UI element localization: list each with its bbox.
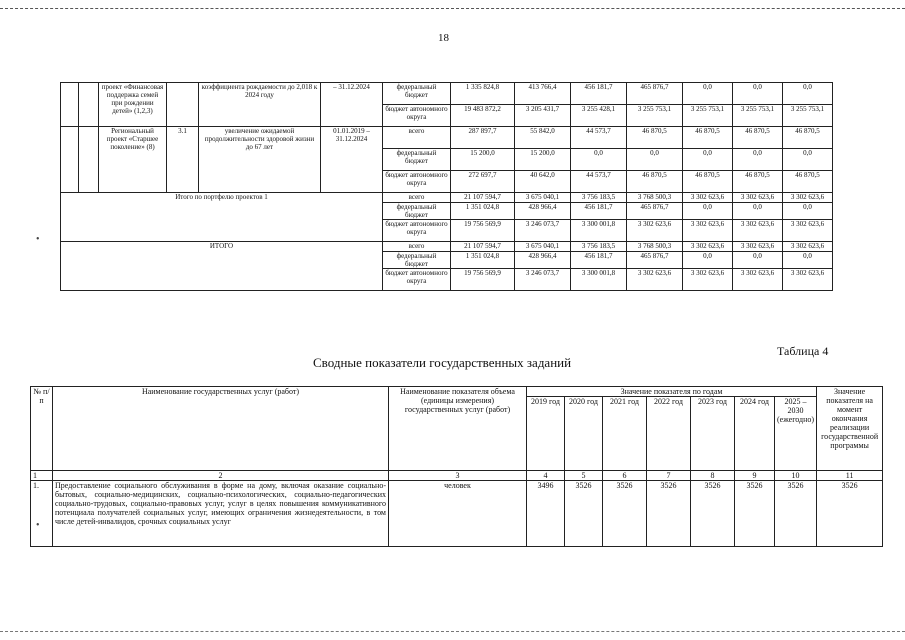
amount-cell: 413 766,4 [515, 83, 571, 105]
header-year: 2024 год [735, 397, 775, 471]
amount-cell: 1 351 024,8 [451, 252, 515, 269]
value-2022: 3526 [647, 481, 691, 547]
amount-cell: 15 200,0 [515, 149, 571, 171]
amount-cell: 19 756 569,9 [451, 269, 515, 291]
funding-source: всего [383, 127, 451, 149]
total-label: ИТОГО [61, 242, 383, 291]
blank-cell [61, 127, 79, 193]
amount-cell: 3 300 001,8 [571, 269, 627, 291]
amount-cell: 3 302 623,6 [683, 193, 733, 203]
value-2023: 3526 [691, 481, 735, 547]
column-number: 8 [691, 471, 735, 481]
amount-cell: 465 876,7 [627, 83, 683, 105]
amount-cell: 1 335 824,8 [451, 83, 515, 105]
amount-cell: 19 483 872,2 [451, 105, 515, 127]
amount-cell: 0,0 [783, 203, 833, 220]
amount-cell: 3 255 428,1 [571, 105, 627, 127]
column-number: 1 [31, 471, 53, 481]
header-year: 2021 год [603, 397, 647, 471]
value-2025-2030: 3526 [775, 481, 817, 547]
amount-cell: 15 200,0 [451, 149, 515, 171]
amount-cell: 0,0 [733, 83, 783, 105]
amount-cell: 3 756 183,5 [571, 193, 627, 203]
header-year: 2022 год [647, 397, 691, 471]
amount-cell: 428 966,4 [515, 252, 571, 269]
funding-source: федеральный бюджет [383, 83, 451, 105]
amount-cell: 0,0 [683, 252, 733, 269]
state-tasks-table [30, 386, 883, 547]
amount-cell: 0,0 [783, 83, 833, 105]
amount-cell: 456 181,7 [571, 203, 627, 220]
amount-cell: 3 302 623,6 [733, 220, 783, 242]
funding-source: бюджет автономного округа [383, 269, 451, 291]
value-2024: 3526 [735, 481, 775, 547]
period: – 31.12.2024 [321, 83, 383, 127]
value-2020: 3526 [565, 481, 603, 547]
amount-cell: 55 842,0 [515, 127, 571, 149]
amount-cell: 3 302 623,6 [683, 220, 733, 242]
column-number: 7 [647, 471, 691, 481]
funding-source: федеральный бюджет [383, 252, 451, 269]
header-num: № п/ п [31, 387, 53, 471]
amount-cell: 3 255 753,1 [627, 105, 683, 127]
amount-cell: 3 768 500,3 [627, 193, 683, 203]
project-number: 3.1 [167, 127, 199, 193]
header-year: 2020 год [565, 397, 603, 471]
amount-cell: 46 870,5 [733, 127, 783, 149]
column-number: 4 [527, 471, 565, 481]
amount-cell: 0,0 [683, 149, 733, 171]
period: 01.01.2019 – 31.12.2024 [321, 127, 383, 193]
page-number: 18 [438, 32, 449, 44]
margin-mark: • [36, 520, 40, 531]
amount-cell: 44 573,7 [571, 127, 627, 149]
table-title: Сводные показатели государственных заданий [313, 355, 572, 370]
value-2021: 3526 [603, 481, 647, 547]
column-number: 9 [735, 471, 775, 481]
amount-cell: 3 246 073,7 [515, 220, 571, 242]
amount-cell: 0,0 [733, 149, 783, 171]
amount-cell: 3 302 623,6 [733, 193, 783, 203]
value-final: 3526 [817, 481, 883, 547]
column-number: 5 [565, 471, 603, 481]
amount-cell: 46 870,5 [683, 171, 733, 193]
header-year: 2019 год [527, 397, 565, 471]
amount-cell: 3 302 623,6 [783, 220, 833, 242]
indicator-name: увеличение ожидаемой продолжительности здоровой жизни до 67 лет [199, 127, 321, 193]
column-number: 11 [817, 471, 883, 481]
unit-name: человек [389, 481, 527, 547]
amount-cell: 21 107 594,7 [451, 193, 515, 203]
value-2019: 3496 [527, 481, 565, 547]
header-year: 2023 год [691, 397, 735, 471]
amount-cell: 3 205 431,7 [515, 105, 571, 127]
header-final: Значение показателя на момент окончания реализации государственной программы [817, 387, 883, 471]
amount-cell: 21 107 594,7 [451, 242, 515, 252]
header-year: 2025 – 2030 (ежегодно) [775, 397, 817, 471]
amount-cell: 0,0 [683, 83, 733, 105]
header-by-years: Значение показателя по годам [527, 387, 817, 397]
amount-cell: 3 246 073,7 [515, 269, 571, 291]
financing-table [60, 82, 869, 291]
amount-cell: 465 876,7 [627, 203, 683, 220]
column-number: 10 [775, 471, 817, 481]
funding-source: бюджет автономного округа [383, 220, 451, 242]
blank-cell [79, 127, 99, 193]
funding-source: всего [383, 242, 451, 252]
amount-cell: 0,0 [627, 149, 683, 171]
amount-cell: 46 870,5 [683, 127, 733, 149]
amount-cell: 287 897,7 [451, 127, 515, 149]
amount-cell: 3 302 623,6 [627, 269, 683, 291]
amount-cell: 3 302 623,6 [733, 242, 783, 252]
service-name: Предоставление социального обслуживания в форме на дому, включая оказание социально-бытовых, социально-медицинских, социально-психологических, социально-педагогических социально-трудовых, социально-правовых услуг, услуг в целях повышения коммуникативного потенциала получателей социальных услуг, имеющих ограничения жизнедеятельности, в том числе детей-инвалидов, срочных социальных услуг [53, 481, 389, 547]
total-label: Итого по портфелю проектов 1 [61, 193, 383, 242]
funding-source: федеральный бюджет [383, 149, 451, 171]
amount-cell: 46 870,5 [627, 127, 683, 149]
amount-cell: 0,0 [733, 203, 783, 220]
funding-source: бюджет автономного округа [383, 105, 451, 127]
amount-cell: 456 181,7 [571, 83, 627, 105]
amount-cell: 3 302 623,6 [683, 269, 733, 291]
amount-cell: 3 255 753,1 [683, 105, 733, 127]
row-num: 1. [31, 481, 53, 547]
amount-cell: 465 876,7 [627, 252, 683, 269]
amount-cell: 3 302 623,6 [733, 269, 783, 291]
amount-cell: 3 302 623,6 [683, 242, 733, 252]
blank-cell [61, 83, 79, 127]
amount-cell: 3 302 623,6 [783, 269, 833, 291]
amount-cell: 3 675 040,1 [515, 193, 571, 203]
amount-cell: 0,0 [783, 252, 833, 269]
page-top-edge [0, 8, 905, 9]
funding-source: бюджет автономного округа [383, 171, 451, 193]
project-name: проект «Финансовая поддержка семей при рождении детей» (1,2,3) [99, 83, 167, 127]
amount-cell: 0,0 [683, 203, 733, 220]
amount-cell: 3 756 183,5 [571, 242, 627, 252]
amount-cell: 3 302 623,6 [627, 220, 683, 242]
funding-source: всего [383, 193, 451, 203]
funding-source: федеральный бюджет [383, 203, 451, 220]
project-number [167, 83, 199, 127]
column-number: 3 [389, 471, 527, 481]
table-label: Таблица 4 [777, 344, 829, 358]
amount-cell: 3 302 623,6 [783, 193, 833, 203]
amount-cell: 19 756 569,9 [451, 220, 515, 242]
amount-cell: 46 870,5 [627, 171, 683, 193]
margin-mark: • [36, 234, 40, 245]
header-service: Наименование государственных услуг (работ) [53, 387, 389, 471]
amount-cell: 3 255 753,1 [733, 105, 783, 127]
amount-cell: 0,0 [733, 252, 783, 269]
amount-cell: 272 697,7 [451, 171, 515, 193]
blank-cell [79, 83, 99, 127]
amount-cell: 0,0 [783, 149, 833, 171]
page-bottom-edge [0, 631, 905, 632]
amount-cell: 40 642,0 [515, 171, 571, 193]
amount-cell: 428 966,4 [515, 203, 571, 220]
amount-cell: 3 675 040,1 [515, 242, 571, 252]
amount-cell: 3 300 001,8 [571, 220, 627, 242]
indicator-name: коэффициента рождаемости до 2,018 к 2024 году [199, 83, 321, 127]
project-name: Региональный проект «Старшее поколение» (8) [99, 127, 167, 193]
amount-cell: 46 870,5 [783, 127, 833, 149]
amount-cell: 3 302 623,6 [783, 242, 833, 252]
column-number: 2 [53, 471, 389, 481]
header-unit: Наименование показателя объема (единицы измерения) государственных услуг (работ) [389, 387, 527, 471]
amount-cell: 0,0 [571, 149, 627, 171]
amount-cell: 1 351 024,8 [451, 203, 515, 220]
amount-cell: 456 181,7 [571, 252, 627, 269]
column-number: 6 [603, 471, 647, 481]
amount-cell: 46 870,5 [783, 171, 833, 193]
amount-cell: 44 573,7 [571, 171, 627, 193]
amount-cell: 3 255 753,1 [783, 105, 833, 127]
amount-cell: 46 870,5 [733, 171, 783, 193]
amount-cell: 3 768 500,3 [627, 242, 683, 252]
